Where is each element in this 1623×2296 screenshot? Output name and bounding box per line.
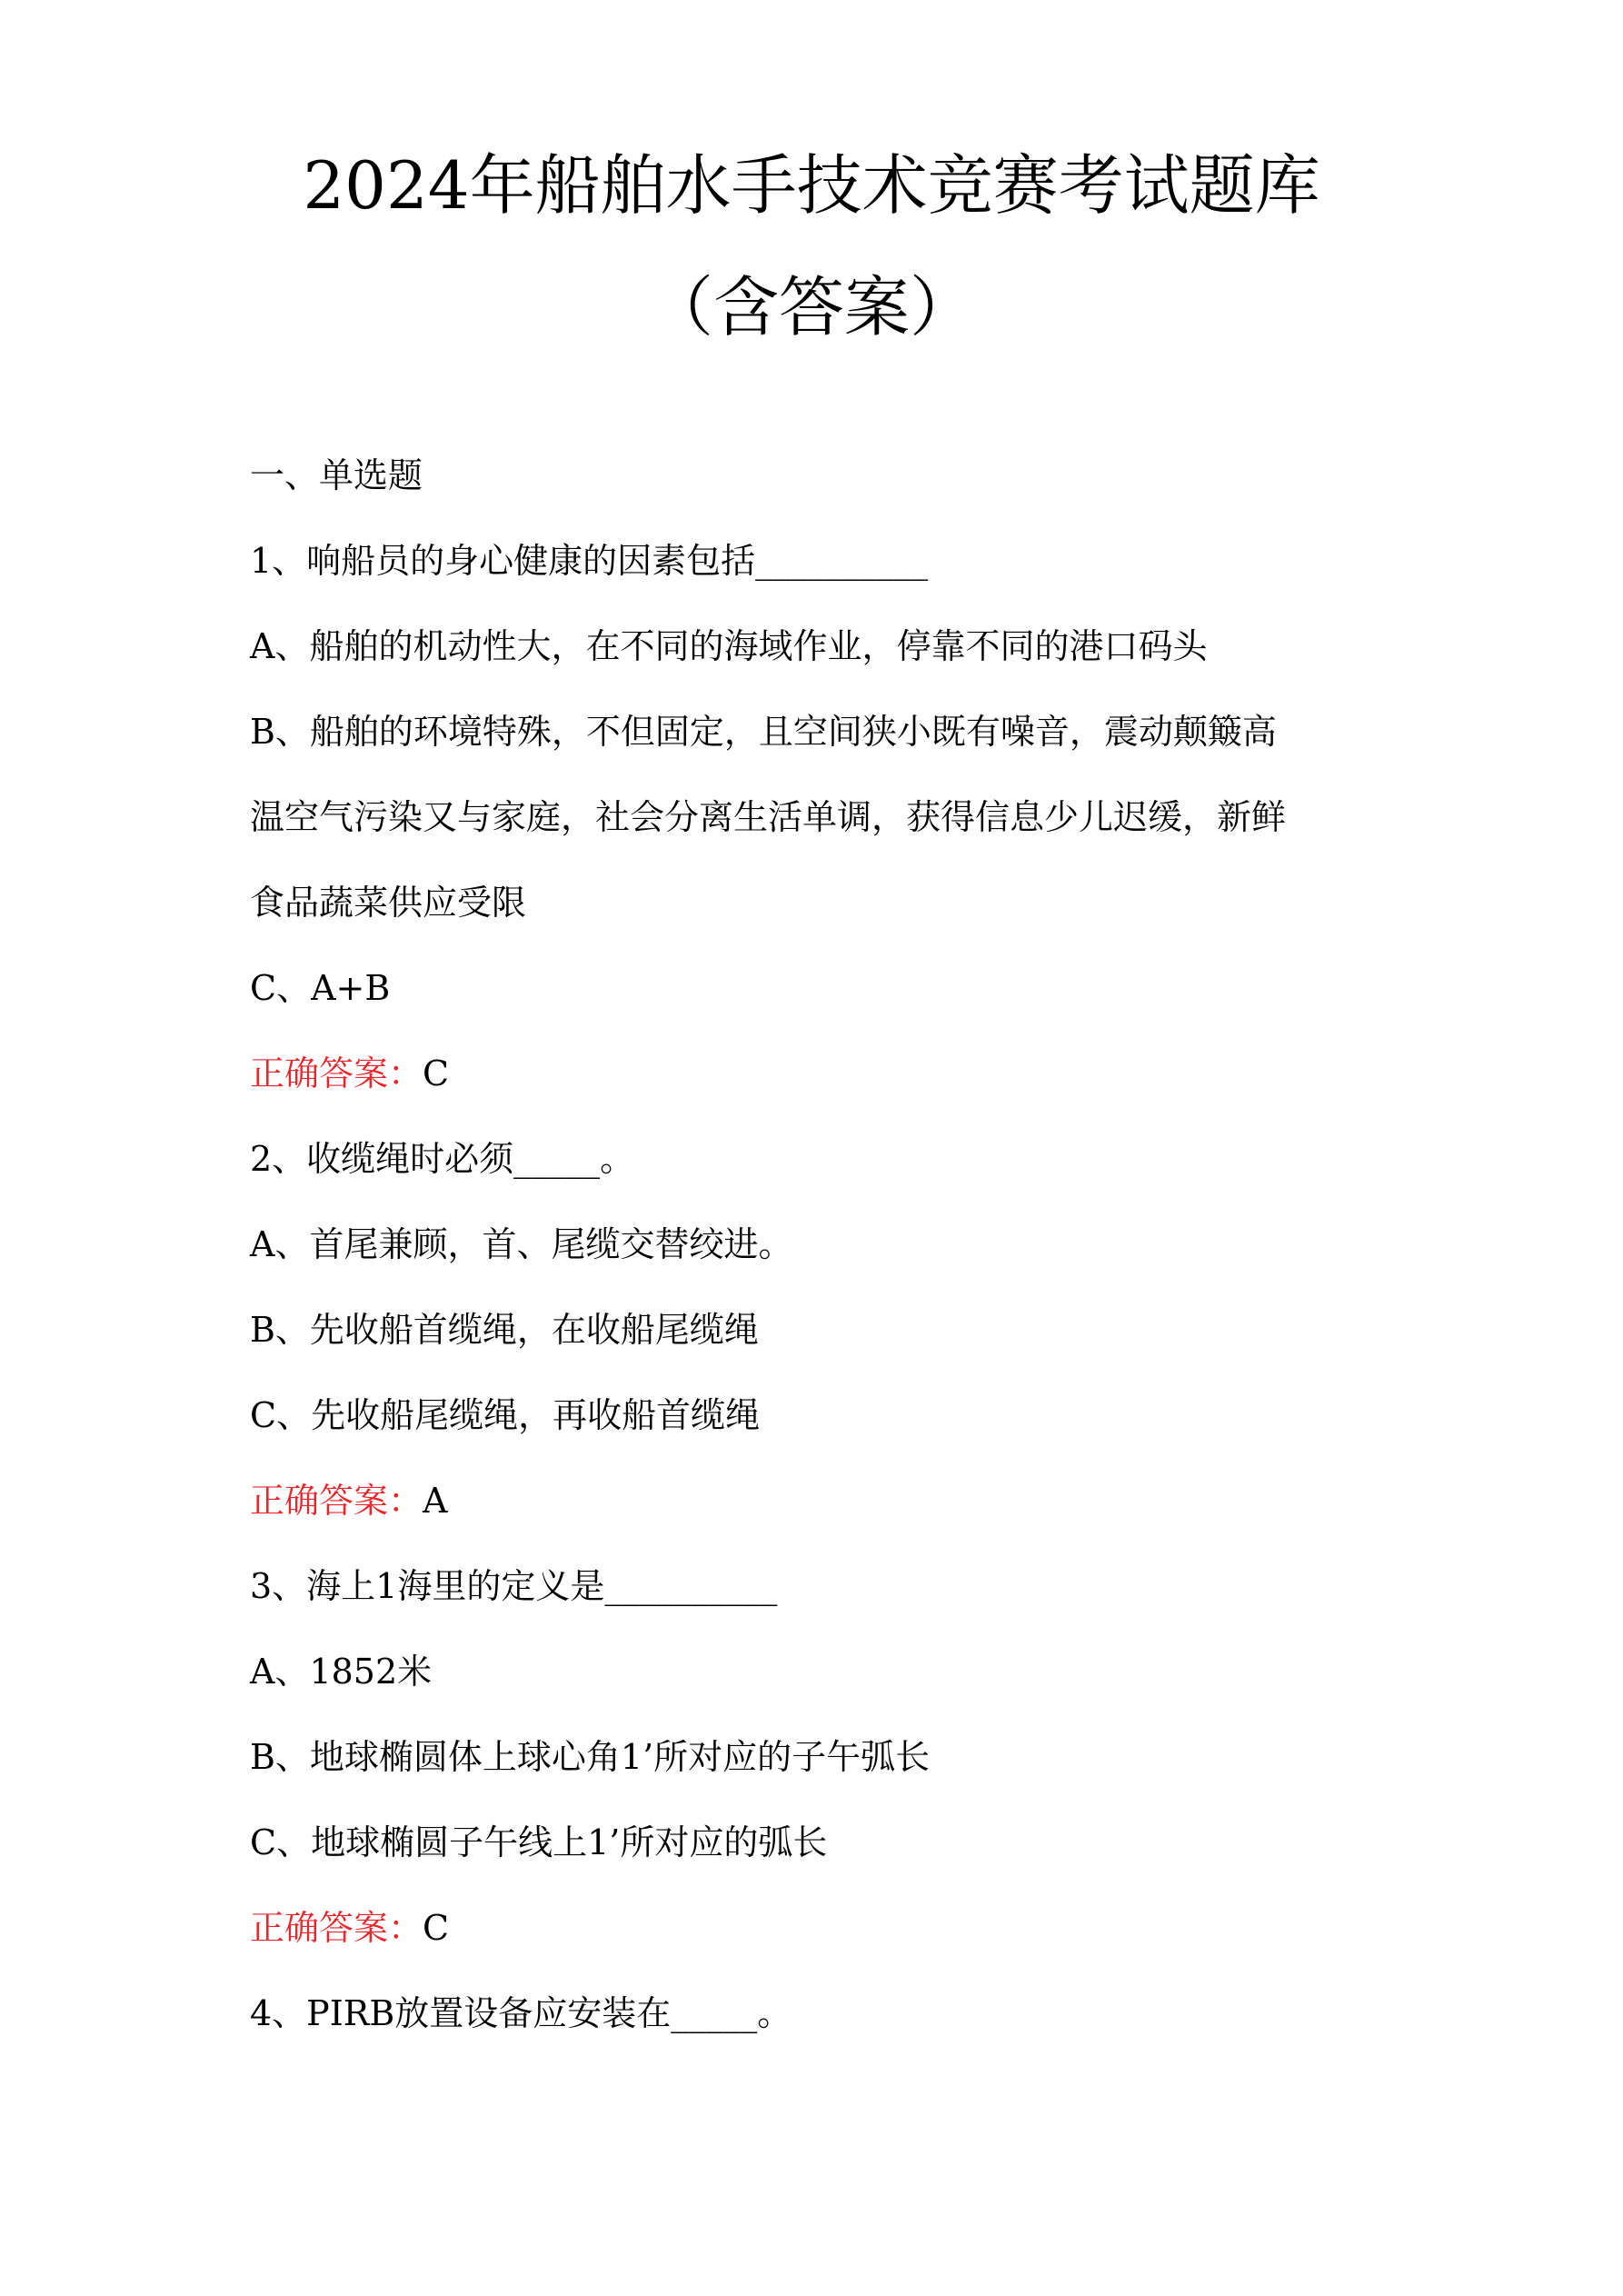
question-1-stem: 1、响船员的身心健康的因素包括__________ — [250, 541, 929, 581]
question-3-stem: 3、海上1海里的定义是__________ — [250, 1566, 778, 1606]
answer-value: A — [423, 1481, 448, 1521]
question-1-option-c: C、A+B — [250, 968, 391, 1008]
answer-label: 正确答案： — [250, 1053, 423, 1093]
question-2-option-a: A、首尾兼顾，首、尾缆交替绞进。 — [250, 1224, 793, 1264]
section-heading: 一、单选题 — [250, 455, 423, 495]
document-title-line-2: （含答案） — [647, 269, 975, 345]
answer-value: C — [423, 1908, 450, 1948]
question-2-stem: 2、收缆绳时必须_____。 — [250, 1139, 635, 1179]
answer-label: 正确答案： — [250, 1481, 423, 1521]
question-1-option-b-line-1: B、船舶的环境特殊，不但固定，且空间狭小既有噪音，震动颠簸高 — [250, 712, 1277, 752]
document-title-line-1: 2024年船舶水手技术竞赛考试题库 — [303, 147, 1320, 224]
question-3-option-c: C、地球椭圆子午线上1’所对应的弧长 — [250, 1822, 828, 1862]
question-2-option-c: C、先收船尾缆绳，再收船首缆绳 — [250, 1395, 761, 1435]
answer-value: C — [423, 1053, 450, 1093]
question-1-answer — [250, 1053, 450, 1093]
answer-label: 正确答案： — [250, 1908, 423, 1948]
question-3-option-b: B、地球椭圆体上球心角1’所对应的子午弧长 — [250, 1737, 931, 1777]
question-3-option-a: A、1852米 — [250, 1652, 433, 1692]
question-2-option-b: B、先收船首缆绳，在收船尾缆绳 — [250, 1310, 759, 1350]
question-1-option-b-line-3: 食品蔬菜供应受限 — [250, 883, 527, 923]
question-1-option-a: A、船舶的机动性大，在不同的海域作业，停靠不同的港口码头 — [250, 626, 1208, 666]
question-1-option-b-line-2: 温空气污染又与家庭，社会分离生活单调，获得信息少儿迟缓，新鲜 — [250, 797, 1287, 837]
question-4-stem: 4、PIRB放置设备应安装在_____。 — [250, 1993, 792, 2033]
question-2-answer — [250, 1481, 448, 1521]
question-3-answer — [250, 1908, 450, 1948]
